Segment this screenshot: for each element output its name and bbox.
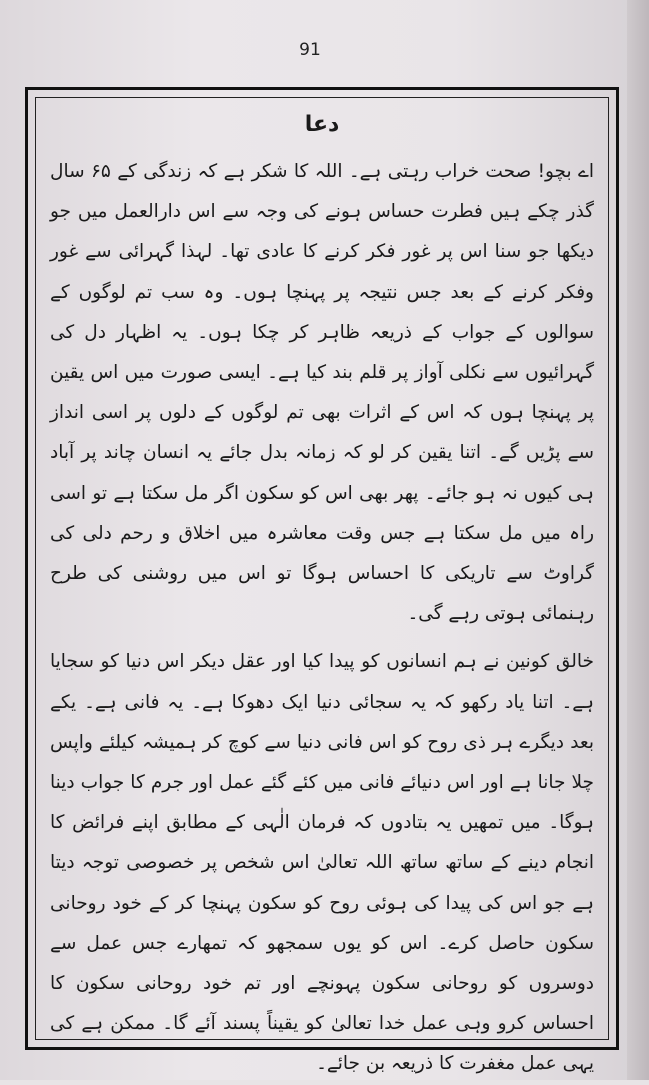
body-text [50, 152, 594, 1085]
page-number: 91 [299, 40, 321, 60]
paragraph-1: اے بچو! صحت خراب رہتی ہے۔ اللہ کا شکر ہے کہ زندگی کے ۶۵ سال گذر چکے ہیں فطرت حساس ہونے کی وجہ سے اس دارالعمل میں جو دیکھا جو سنا اس پر غور فکر کرنے کا عادی تھا۔ لہذا گہرائی سے غور وفکر کرنے کے بعد جس نتیجہ پر پہنچا ہوں۔ وہ سب تم لوگوں کے سوالوں کے جواب کے ذریعہ ظاہر کر چکا ہوں۔ یہ اظہار دل کی گہرائیوں سے نکلی آواز پر قلم بند کیا ہے۔ ایسی صورت میں اس یقین پر پہنچا ہوں کہ اس کے اثرات بھی تم لوگوں کے دلوں پر اسی انداز سے پڑیں گے۔ اتنا یقین کر لو کہ زمانہ بدل جائے یہ انسان چاند پر آباد ہی کیوں نہ ہو جائے۔ پھر بھی اس کو سکون اگر مل سکتا ہے تو اسی راہ میں مل سکتا ہے جس وقت معاشرہ میں اخلاق و رحم دلی کی گراوٹ سے تاریکی کا احساس ہوگا تو اس میں روشنی کی طرح رہنمائی ہوتی رہے گی۔ [50, 161, 594, 625]
book-spine [627, 0, 649, 1080]
paragraph-2: خالق کونین نے ہم انسانوں کو پیدا کیا اور عقل دیکر اس دنیا کو سجایا ہے۔ اتنا یاد رکھو کہ یہ سجائی دنیا ایک دھوکا ہے۔ یہ فانی ہے۔ یکے بعد دیگرے ہر ذی روح کو اس فانی دنیا سے کوچ کر ہمیشہ کیلئے واپس چلا جانا ہے اور اس دنیائے فانی میں کئے گئے عمل اور جرم کا جواب دینا ہوگا۔ میں تمھیں یہ بتادوں کہ فرمان الٰہی کے مطابق اپنے فرائض کا انجام دینے کے ساتھ ساتھ اللہ تعالیٰ اس شخص پر خصوصی توجہ دیتا ہے جو اس کی پیدا کی ہوئی روح کو سکون پہنچا کر کے خود روحانی سکون حاصل کرے۔ اس کو یوں سمجھو کہ تمھارے جس عمل سے دوسروں کو روحانی سکون پہونچے اور تم خود روحانی سکون کا احساس کرو وہی عمل خدا تعالیٰ کو یقیناً پسند آئے گا۔ ممکن ہے کی یہی عمل مغفرت کا ذریعہ بن جائے۔ [50, 651, 594, 1075]
page-title: دعا [304, 112, 340, 137]
